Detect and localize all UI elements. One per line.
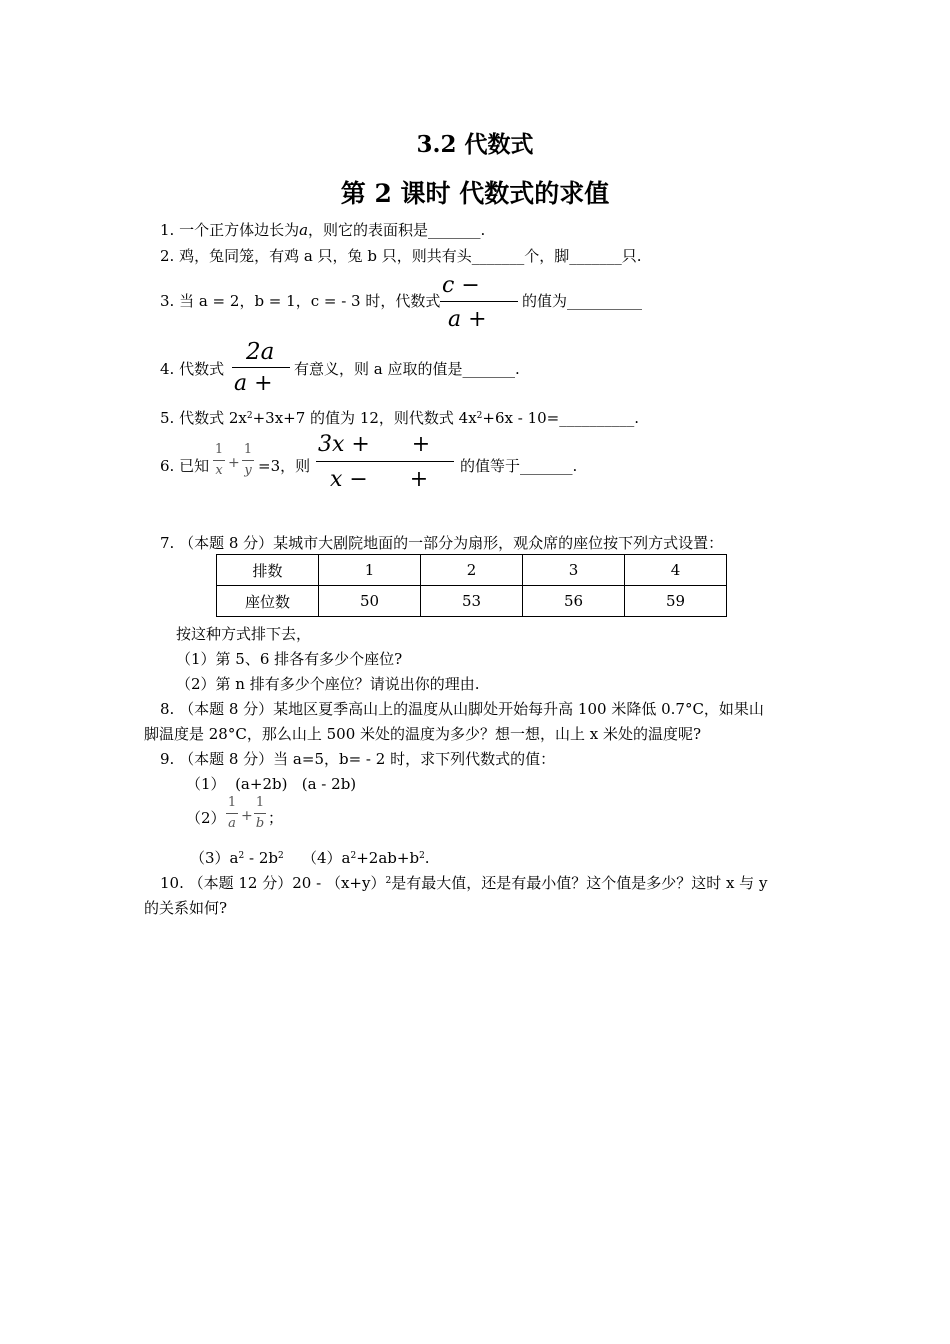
q10-exp: 2	[385, 876, 392, 886]
question-7-sub2: （2）第 n 排有多少个座位？请说出你的理由.	[176, 675, 480, 693]
question-7-sub1: （1）第 5、6 排各有多少个座位?	[176, 650, 403, 668]
q6-frac2	[242, 443, 254, 478]
q9-plus: +	[241, 808, 253, 824]
table-cell: 3	[523, 555, 625, 586]
q9-sub3-e1: 2	[238, 851, 245, 861]
question-7-after: 按这种方式排下去，	[176, 625, 312, 643]
q5-exp2: 2	[476, 411, 483, 421]
question-9-sub1: （1） (a+2b) (a - 2b)	[186, 775, 357, 793]
question-7-intro: 7. （本题 8 分）某城市大剧院地面的一部分为扇形，观众席的座位按下列方式设置：	[160, 534, 724, 552]
question-8-line2: 脚温度是 28°C，那么山上 500 米处的温度为多少？想一想，山上 x 米处的温度呢?	[144, 725, 702, 743]
q9-frac2	[254, 796, 266, 831]
q1-var: a	[299, 221, 309, 239]
question-1	[160, 220, 485, 240]
q3-numerator: c −	[442, 273, 480, 298]
q9-sub3-e2: 2	[277, 851, 284, 861]
question-6-text-a: 6. 已知	[160, 457, 210, 475]
q9-f2-den: b	[255, 816, 265, 831]
table-row	[217, 586, 727, 617]
question-3-text-b: 的值为__________	[522, 292, 643, 310]
q6-plus: +	[228, 455, 240, 471]
q5-exp1: 2	[246, 411, 253, 421]
q5-text-a: 5. 代数式 2x	[160, 409, 247, 427]
section-title: 3.2 代数式	[416, 131, 534, 158]
question-9-intro: 9. （本题 8 分）当 a=5，b= - 2 时，求下列代数式的值：	[160, 750, 556, 768]
q9-f2-num: 1	[255, 795, 265, 810]
q6-f1-num: 1	[214, 442, 224, 457]
q9-f1-num: 1	[227, 795, 237, 810]
q6-frac1	[213, 443, 225, 478]
table-cell: 56	[523, 586, 625, 617]
table-row	[217, 555, 727, 586]
question-9-sub3	[190, 848, 284, 868]
table-cell: 1	[319, 555, 421, 586]
question-5	[160, 408, 639, 428]
question-10-line2: 的关系如何?	[144, 899, 228, 917]
q5-text-b: +3x+7 的值为 12，则代数式 4x	[252, 409, 477, 427]
q1-text-a: 1. 一个正方体边长为	[160, 221, 300, 239]
table-cell: 4	[625, 555, 727, 586]
q9-sub3-b: - 2b	[244, 849, 278, 867]
q10-line1b: 是有最大值，还是有最小值？这个值是多少？这时 x 与 y	[391, 874, 768, 892]
q4-fraction	[232, 340, 290, 396]
question-2: 2. 鸡，兔同笼，有鸡 a 只，兔 b 只，则共有头_______个，脚_______只.	[160, 247, 642, 265]
q1-text-b: ，则它的表面积是_______.	[308, 221, 486, 239]
table-cell: 50	[319, 586, 421, 617]
q9-sub2-tail: ；	[268, 809, 284, 827]
q9-sub4-e1: 2	[350, 851, 357, 861]
q9-sub4-e2: 2	[419, 851, 425, 861]
table-cell: 2	[421, 555, 523, 586]
q6-numerator: 3x + +	[318, 432, 431, 457]
q9-f1-den: a	[228, 816, 236, 831]
table-header-cell: 座位数	[217, 586, 319, 617]
table-cell: 53	[421, 586, 523, 617]
q9-sub4-c: .	[424, 849, 430, 867]
q6-denominator: x − +	[330, 467, 429, 492]
question-6-text-b: =3，则	[258, 457, 311, 475]
question-8-line1: 8. （本题 8 分）某地区夏季高山上的温度从山脚处开始每升高 100 米降低 0.7°C，如果山	[160, 700, 764, 718]
question-10-line1	[160, 873, 767, 893]
question-4-text-b: 有意义，则 a 应取的值是_______.	[294, 360, 520, 378]
q4-numerator: 2a	[246, 339, 275, 365]
question-9-sub4	[302, 848, 430, 868]
q5-text-c: +6x - 10=__________.	[482, 409, 640, 427]
q6-f2-den: y	[244, 463, 252, 478]
q3-fraction	[440, 273, 518, 332]
q6-fraction	[316, 433, 454, 492]
q6-f2-num: 1	[243, 442, 253, 457]
seating-table	[216, 554, 727, 617]
q9-frac1	[226, 796, 238, 831]
question-3-text-a: 3. 当 a = 2，b = 1，c = - 3 时，代数式	[160, 292, 441, 310]
q3-denominator: a +	[448, 307, 487, 332]
lesson-title: 第 2 课时 代数式的求值	[340, 179, 610, 208]
q6-f1-den: x	[215, 463, 223, 478]
question-9-sub2-label: （2）	[186, 809, 226, 827]
table-header-cell: 排数	[217, 555, 319, 586]
q9-sub4-a: （4）a	[302, 849, 351, 867]
question-6-text-c: 的值等于_______.	[460, 457, 578, 475]
q4-denominator: a +	[234, 371, 273, 396]
q10-line1a: 10. （本题 12 分）20 - （x+y）	[160, 874, 386, 892]
question-4-text-a: 4. 代数式	[160, 360, 225, 378]
q9-sub4-b: +2ab+b	[356, 849, 420, 867]
table-cell: 59	[625, 586, 727, 617]
q9-sub3-a: （3）a	[190, 849, 239, 867]
